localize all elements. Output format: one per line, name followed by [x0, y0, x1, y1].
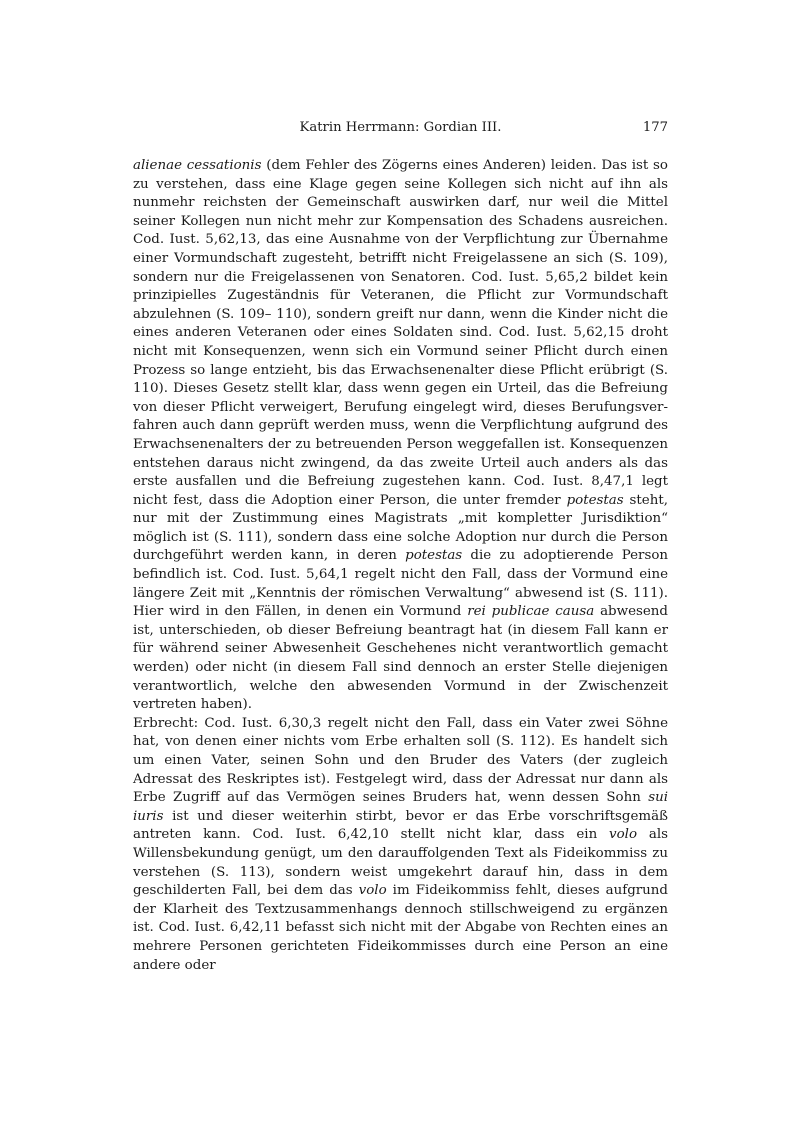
text-segment: ist und dieser weiterhin stirbt, bevor er das Erbe vorschriftsgemäß antreten kann. Cod. Iust. 6,42,10 stellt nicht klar, dass ein: [133, 808, 668, 843]
page-number: 177: [642, 120, 668, 135]
latin-term: volo: [609, 827, 638, 843]
body-text: [133, 157, 668, 975]
latin-term: alienae cessationis: [133, 158, 262, 173]
latin-term: potestas: [405, 548, 463, 564]
paragraph-inheritance-law: [133, 715, 668, 975]
paragraph-family-law: [133, 157, 668, 715]
text-segment: im Fideikommiss fehlt, dieses aufgrund der Klarheit des Textzusammenhangs dennoch stillschweigend zu ergänzen ist. Cod. Iust. 6,42,11 befasst sich nicht mit der Abgabe von Rechten eines an mehrere Personen gerichteten Fideikommisses durch eine Person an eine andere oder: [133, 883, 668, 973]
text-segment: die zu adoptierende Person befindlich ist. Cod. Iust. 5,64,1 regelt nicht den Fall, dass der Vormund eine längere Zeit mit „Kenntnis der römischen Verwaltung“ abwesend ist (S. 111). Hier wird in den Fällen, in denen ein Vormund: [133, 548, 668, 620]
latin-term: sui iuris: [133, 790, 668, 824]
text-segment: als Willensbekundung genügt, um den darauffolgenden Text als Fideikommiss zu verstehen (S. 113), sondern weist umgekehrt darauf hin, dass in dem geschilderten Fall, bei dem das: [133, 827, 668, 899]
running-head: [133, 119, 668, 137]
latin-term: potestas: [566, 492, 624, 508]
running-title: Katrin Herrmann: Gordian III.: [299, 120, 502, 135]
text-segment: steht, nur mit der Zustimmung eines Magistrats „mit kompletter Jurisdiktion“ möglich ist (S. 111), sondern dass eine solche Adoption nur durch die Person durchgeführt werden kann, in deren: [133, 492, 668, 564]
text-segment: Erbrecht: Cod. Iust. 6,30,3 regelt nicht den Fall, dass ein Vater zwei Söhne hat, von denen einer nichts vom Erbe erhalten soll (S. 112). Es handelt sich um einen Vater, seinen Sohn und den Bruder des Vaters (der zugleich Adressat des Reskriptes ist). Festgelegt wird, dass der Adressat nur dann als Erbe Zugriff auf das Vermögen seines Bruders hat, wenn dessen Sohn: [133, 715, 668, 806]
latin-term: rei publicae causa: [467, 604, 595, 620]
text-segment: (dem Fehler des Zögerns eines Anderen) leiden. Das ist so zu verstehen, dass eine Klage gegen seine Kollegen sich nicht auf ihn als nunmehr reichsten der Gemeinschaft auswirken darf, nur weil die Mittel seiner Kollegen nun nicht mehr zur Kompensation des Schadens ausreichen. Cod. Iust. 5,62,13, das eine Ausnahme von der Verpflichtung zur Übernahme einer Vormundschaft zugesteht, betrifft nicht Freigelassene an sich (S. 109), sondern nur die Freigelassenen von Senatoren. Cod. Iust. 5,65,2 bildet kein prinzipielles Zugeständnis für Veteranen, die Pflicht zur Vormundschaft abzulehnen (S. 109– 110), sondern greift nur dann, wenn die Kinder nicht die eines anderen Veteranen oder eines Soldaten sind. Cod. Iust. 5,62,15 droht nicht mit Konsequenzen, wenn sich ein Vormund seiner Pflicht durch einen Prozess so lange entzieht, bis das Erwachsenenalter diese Pflicht erübrigt (S. 110). Dieses Gesetz stellt klar, dass wenn gegen ein Urteil, das die Befreiung von dieser Pflicht verweigert, Berufung eingelegt wird, dieses Berufungsverfahren auch dann geprüft werden muss, wenn die Verpflichtung aufgrund des Erwachsenenalters der zu betreuenden Person weggefallen ist. Konsequenzen entstehen daraus nicht zwingend, da das zweite Urteil auch anders als das erste ausfallen und die Befreiung zugestehen kann. Cod. Iust. 8,47,1 legt nicht fest, dass die Adoption einer Person, die unter fremder: [133, 158, 668, 508]
book-page: [133, 0, 668, 1131]
latin-term: volo: [358, 883, 387, 899]
text-segment: abwesend ist, unterschieden, ob dieser Befreiung beantragt hat (in diesem Fall kann er für während seiner Abwesenheit Geschehenes nicht verantwortlich gemacht werden) oder nicht (in diesem Fall sind dennoch an erster Stelle diejenigen verantwortlich, welche den abwesenden Vormund in der Zwischenzeit vertreten haben).: [133, 604, 668, 713]
